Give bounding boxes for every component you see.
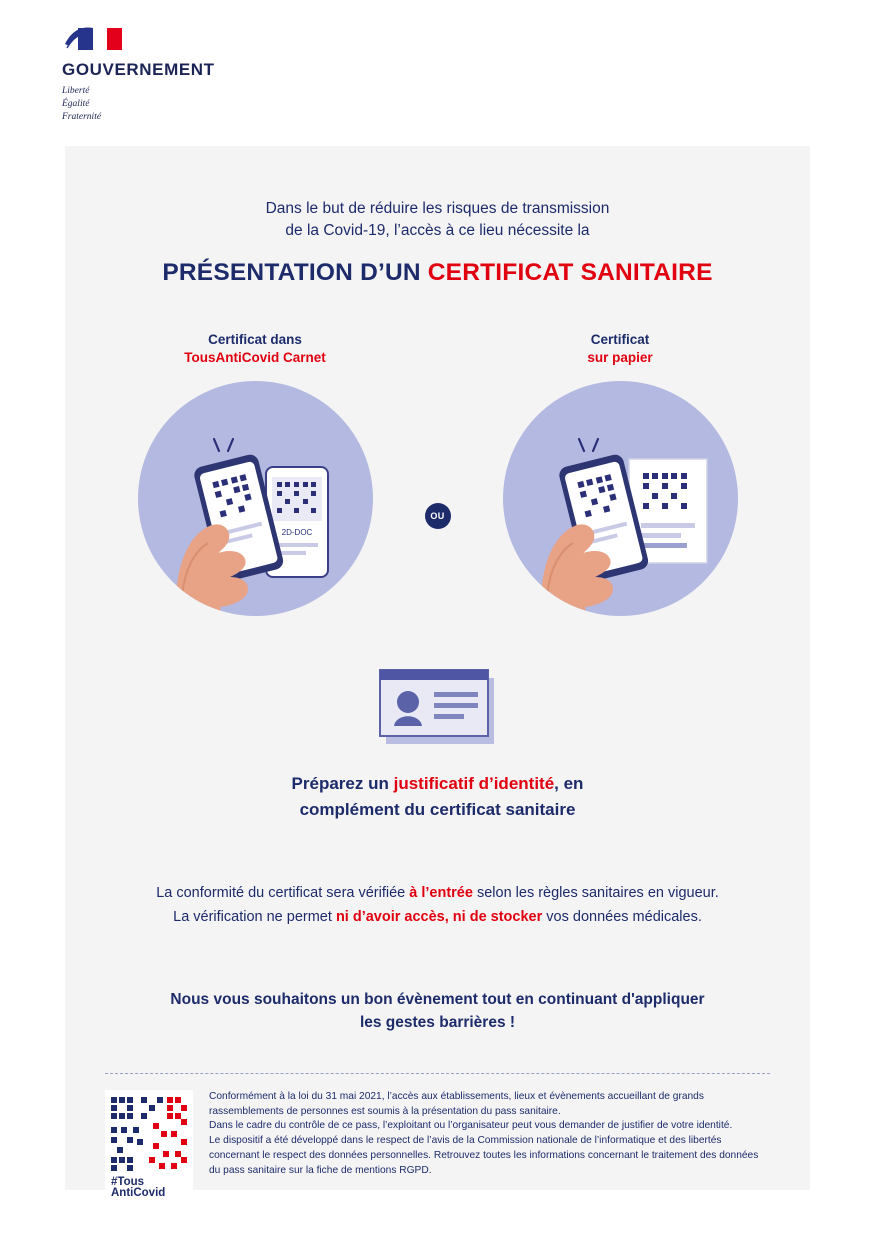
- option-paper-title-line1: Certificat: [590, 331, 650, 347]
- headline-highlight: CERTIFICAT SANITAIRE: [427, 258, 713, 286]
- government-label: GOUVERNEMENT: [62, 60, 215, 79]
- option-digital-certificate: [138, 331, 373, 616]
- tousanticovid-logo: [105, 1090, 193, 1200]
- option-paper-illustration: [503, 381, 738, 616]
- identity-caption-highlight: justificatif d’identité: [393, 774, 555, 794]
- tac-name-line2: AntiCovid: [111, 1187, 166, 1200]
- info-line-2: [65, 906, 810, 930]
- option-paper-title: [503, 331, 738, 367]
- info-line-2-c: vos données médicales.: [542, 909, 702, 926]
- headline-prefix: PRÉSENTATION D’UN: [162, 258, 428, 286]
- motto-fraternite: Fraternité: [62, 111, 102, 122]
- phone-qr-scan-illustration-icon: [138, 381, 373, 616]
- identity-caption-line2: complément du certificat sanitaire: [299, 799, 576, 819]
- info-line-2-b: ni d’avoir accès, ni de stocker: [335, 909, 543, 926]
- info-line-1-b: à l’entrée: [409, 885, 473, 902]
- info-line-1-a: La conformité du certificat sera vérifiée: [156, 885, 410, 902]
- identity-card-icon: [378, 668, 498, 746]
- tousanticovid-qr-icon: [109, 1095, 189, 1175]
- option-digital-title-line2: TousAntiCovid Carnet: [184, 350, 326, 366]
- option-paper-title-line2: sur papier: [587, 350, 653, 366]
- republic-motto: [62, 85, 875, 123]
- tac-name-line1: #Tous: [111, 1175, 145, 1188]
- svg-text:2D-DOC: 2D-DOC: [281, 528, 312, 538]
- identity-caption-prefix: Préparez un: [291, 774, 394, 794]
- intro-text: [65, 146, 810, 243]
- info-line-1-c: selon les règles sanitaires en vigueur.: [472, 885, 719, 902]
- motto-liberte: Liberté: [62, 86, 90, 96]
- closing-line-2: les gestes barrières !: [359, 1014, 516, 1032]
- tousanticovid-wordmark: [109, 1177, 189, 1200]
- identity-caption: [65, 771, 810, 822]
- government-header: [0, 0, 875, 123]
- verification-info: [65, 882, 810, 930]
- closing-message: [65, 988, 810, 1035]
- identity-caption-line1: [65, 771, 810, 797]
- identity-section: [65, 668, 810, 822]
- legal-text: [209, 1090, 770, 1200]
- page-title: [65, 259, 810, 287]
- intro-line-2: de la Covid-19, l’accès à ce lieu nécessite la: [285, 222, 590, 240]
- poster-panel: [65, 146, 810, 1200]
- legal-paragraph-3: Le dispositif a été développé dans le respect de l’avis de la Commission nationale de l’informatique et des libertés concernant le respect des données personnelles. Retrouvez toutes les informations concernant le traitement des données du pass sanitaire sur la fiche de mentions RGPD.: [209, 1135, 759, 1176]
- legal-footer: [65, 1074, 810, 1200]
- legal-paragraph-1: Conformément à la loi du 31 mai 2021, l’accès aux établissements, lieux et évènements accueillant de grands rassemblements de personnes est soumis à la présentation du pass sanitaire.: [209, 1090, 704, 1117]
- legal-paragraph-2: Dans le cadre du contrôle de ce pass, l’exploitant ou l’organisateur peut vous demander de justifier de votre identité.: [209, 1120, 733, 1132]
- option-digital-illustration: [138, 381, 373, 616]
- intro-line-1: Dans le but de réduire les risques de transmission: [265, 200, 610, 217]
- marianne-flag-icon: [62, 22, 122, 56]
- certificate-options: [65, 331, 810, 616]
- closing-line-1: Nous vous souhaitons un bon évènement tout en continuant d'appliquer: [170, 991, 705, 1009]
- option-paper-certificate: [503, 331, 738, 616]
- separator-badge-ou: OU: [425, 503, 451, 529]
- info-line-2-a: La vérification ne permet: [173, 909, 336, 926]
- option-digital-title: [138, 331, 373, 367]
- motto-egalite: Égalité: [62, 98, 90, 109]
- identity-caption-suffix: , en: [554, 774, 584, 794]
- marianne-swoosh-icon: [64, 24, 94, 52]
- info-line-1: [65, 882, 810, 906]
- paper-certificate-scan-illustration-icon: [503, 381, 738, 616]
- option-digital-title-line1: Certificat dans: [208, 331, 302, 347]
